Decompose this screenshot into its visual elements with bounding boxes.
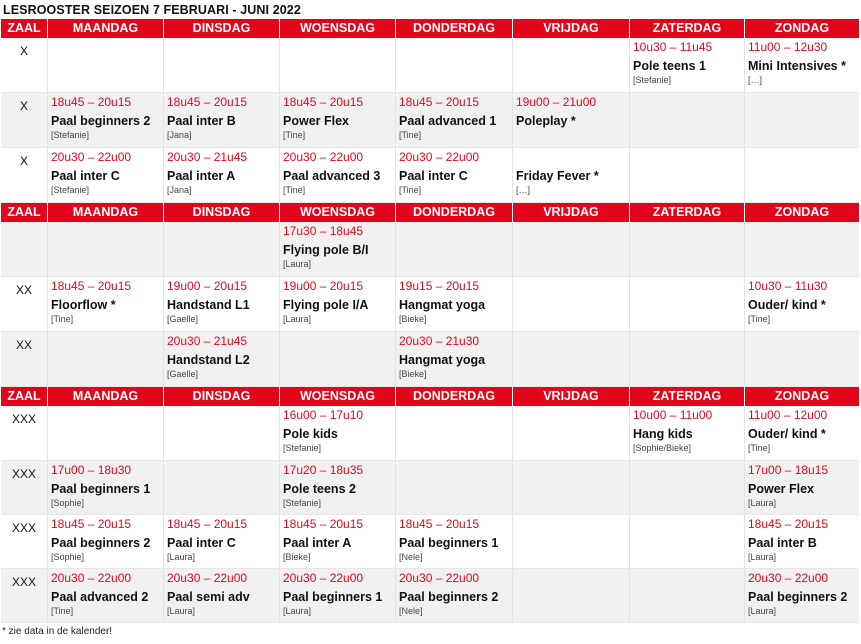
class-time: 20u30 – 22u00 [748,571,829,585]
class-time: 11u00 – 12u00 [748,408,828,422]
header-maandag: MAANDAG [48,387,164,406]
class-slot [396,569,513,622]
class-slot [164,569,280,622]
class-slot [630,38,745,92]
schedule-row [1,38,859,93]
class-teacher: [Laura] [167,606,196,616]
class-teacher: [Jana] [167,185,192,195]
class-teacher: [Tine] [51,314,74,324]
class-name: Hangmat yoga [399,353,486,367]
class-time: 11u00 – 12u30 [748,40,828,54]
empty-slot [630,332,745,386]
class-name: Power Flex [748,482,814,496]
class-time [516,150,629,165]
class-time: 18u45 – 20u15 [399,95,480,109]
schedule-row [1,332,859,387]
empty-slot [745,93,859,147]
schedule-row [1,406,859,461]
class-teacher: [Gaelle] [167,369,199,379]
zaal-label: X [1,38,48,92]
empty-slot [48,332,164,386]
empty-slot [745,222,859,276]
class-slot [513,93,630,147]
empty-slot [48,406,164,460]
class-time: 19u00 – 20u15 [283,279,364,293]
empty-slot [630,277,745,331]
class-name: Hangmat yoga [399,298,486,312]
class-time: 17u00 – 18u30 [51,463,132,477]
class-name: Paal inter A [283,536,352,550]
class-time: 20u30 – 22u00 [51,150,132,164]
class-name: Paal inter C [399,169,468,183]
class-name: Hang kids [633,427,693,441]
class-name: Paal inter A [167,169,236,183]
header-row [1,387,859,406]
class-teacher: [Tine] [283,130,306,140]
class-time: 20u30 – 21u30 [399,334,480,348]
header-woensdag: WOENSDAG [280,387,396,406]
class-slot [164,277,280,331]
class-slot [48,277,164,331]
class-time: 19u15 – 20u15 [399,279,480,293]
class-teacher: [Sophie] [51,498,85,508]
class-teacher: [Laura] [748,498,777,508]
class-name: Ouder/ kind * [748,427,826,441]
class-name: Handstand L1 [167,298,250,312]
empty-slot [48,38,164,92]
header-donderdag: DONDERDAG [396,203,513,222]
empty-slot [280,38,396,92]
class-time: 20u30 – 22u00 [399,571,480,585]
class-name: Flying pole B/I [283,243,369,257]
class-time: 19u00 – 20u15 [167,279,248,293]
class-time: 16u00 – 17u10 [283,408,364,422]
class-name: Paal advanced 3 [283,169,381,183]
schedule-block [1,19,859,203]
class-slot [164,515,280,568]
empty-slot [513,515,630,568]
class-teacher: [Laura] [167,552,196,562]
empty-slot [513,569,630,622]
class-teacher: [Laura] [283,606,312,616]
schedule-row [1,277,859,332]
schedule-row [1,148,859,203]
class-time: 20u30 – 21u45 [167,150,248,164]
class-slot [48,515,164,568]
class-slot [396,515,513,568]
class-name: Power Flex [283,114,349,128]
class-name: Paal inter B [167,114,236,128]
header-dinsdag: DINSDAG [164,203,280,222]
class-slot [280,222,396,276]
class-time: 18u45 – 20u15 [51,95,132,109]
class-time: 20u30 – 22u00 [283,150,364,164]
class-name: Paal beginners 2 [51,114,151,128]
footnote: * zie data in de kalender! [2,626,113,637]
class-name: Paal beginners 2 [748,590,848,604]
empty-slot [630,569,745,622]
schedule-block [1,387,859,623]
header-woensdag: WOENSDAG [280,203,396,222]
schedule-row [1,515,859,569]
header-zondag: ZONDAG [774,21,830,35]
class-name: Pole kids [283,427,338,441]
class-slot [164,148,280,202]
empty-slot [630,461,745,514]
empty-slot [513,38,630,92]
class-teacher: […] [516,185,531,195]
class-teacher: [Tine] [283,185,306,195]
empty-slot [396,222,513,276]
class-time: 18u45 – 20u15 [283,95,364,109]
zaal-label: XXX [1,515,48,568]
class-teacher: [Nele] [399,552,423,562]
header-vrijdag: VRIJDAG [513,387,630,406]
header-dinsdag: DINSDAG [164,19,280,38]
empty-slot [630,222,745,276]
class-slot [745,461,859,514]
empty-slot [630,148,745,202]
class-slot [280,406,396,460]
class-name: Floorflow * [51,298,116,312]
class-name: Paal beginners 1 [51,482,151,496]
class-name: Paal semi adv [167,590,250,604]
class-name: Paal inter C [167,536,236,550]
empty-slot [164,38,280,92]
class-teacher: [Tine] [51,606,74,616]
class-slot [396,148,513,202]
zaal-label: XXX [1,461,48,514]
class-slot [396,332,513,386]
class-slot [48,569,164,622]
class-name: Friday Fever * [516,169,599,183]
class-name: Ouder/ kind * [748,298,826,312]
class-teacher: […] [748,75,763,85]
class-teacher: [Stefanie] [633,75,672,85]
header-zaterdag: ZATERDAG [630,19,745,38]
empty-slot [396,406,513,460]
header-donderdag: DONDERDAG [396,387,513,406]
class-slot [396,277,513,331]
class-time: 20u30 – 22u00 [283,571,364,585]
class-slot [164,93,280,147]
class-time: 20u30 – 22u00 [51,571,132,585]
class-slot [48,148,164,202]
class-name: Paal beginners 1 [399,536,499,550]
class-teacher: [Stefanie] [51,130,90,140]
class-teacher: [Bieke] [283,552,311,562]
class-time: 20u30 – 22u00 [399,150,480,164]
class-name: Paal advanced 2 [51,590,149,604]
class-teacher: [Stefanie] [283,498,322,508]
class-name: Paal beginners 2 [399,590,499,604]
empty-slot [164,461,280,514]
header-zaterdag: ZATERDAG [630,387,745,406]
header-maandag: MAANDAG [48,203,164,222]
empty-slot [396,461,513,514]
header-dinsdag: DINSDAG [164,387,280,406]
class-time: 18u45 – 20u15 [51,279,132,293]
class-teacher: [Stefanie] [283,443,322,453]
zaal-label [1,222,48,276]
empty-slot [164,406,280,460]
class-teacher: [Bieke] [399,369,427,379]
header-vrijdag: VRIJDAG [513,203,630,222]
empty-slot [745,332,859,386]
empty-slot [745,148,859,202]
class-name: Paal inter B [748,536,817,550]
empty-slot [48,222,164,276]
class-slot [630,406,745,460]
empty-slot [630,93,745,147]
class-time: 18u45 – 20u15 [748,517,829,531]
class-teacher: [Tine] [748,443,771,453]
class-time: 18u45 – 20u15 [51,517,132,531]
class-name: Poleplay * [516,114,576,128]
class-slot [280,148,396,202]
zaal-label: X [1,93,48,147]
class-time: 18u45 – 20u15 [167,517,248,531]
class-teacher: [Tine] [399,185,422,195]
class-teacher: [Laura] [283,259,312,269]
header-zondag: ZONDAG [774,205,830,219]
class-slot [48,93,164,147]
class-name: Pole teens 2 [283,482,356,496]
class-teacher: [Tine] [399,130,422,140]
class-name: Handstand L2 [167,353,250,367]
schedule-block [1,203,859,387]
class-name: Mini Intensives * [748,59,846,73]
empty-slot [513,461,630,514]
class-time: 18u45 – 20u15 [399,517,480,531]
header-zondag: ZONDAG [774,389,830,403]
schedule-row [1,569,859,623]
class-name: Paal beginners 1 [283,590,383,604]
class-teacher: [Tine] [748,314,771,324]
schedule-row [1,93,859,148]
class-time: 19u00 – 21u00 [516,95,597,109]
schedule-row [1,461,859,515]
header-maandag: MAANDAG [48,19,164,38]
class-teacher: [Laura] [748,552,777,562]
class-slot [745,515,859,568]
class-time: 18u45 – 20u15 [283,517,364,531]
class-time: 10u00 – 11u00 [633,408,713,422]
class-name: Pole teens 1 [633,59,706,73]
class-slot [164,332,280,386]
class-time: 10u30 – 11u30 [748,279,828,293]
class-name: Flying pole I/A [283,298,369,312]
zaal-label: XXX [1,406,48,460]
empty-slot [513,277,630,331]
schedule-table [1,19,859,623]
class-teacher: [Laura] [283,314,312,324]
class-name: Paal advanced 1 [399,114,497,128]
class-slot [280,515,396,568]
class-slot [396,93,513,147]
header-zaterdag: ZATERDAG [630,203,745,222]
empty-slot [513,222,630,276]
class-teacher: [Sophie] [51,552,85,562]
empty-slot [513,406,630,460]
page-title: LESROOSTER SEIZOEN 7 FEBRUARI - JUNI 2022 [3,3,301,17]
class-name: Paal inter C [51,169,120,183]
class-slot [280,93,396,147]
class-slot [280,461,396,514]
empty-slot [396,38,513,92]
class-slot [745,569,859,622]
empty-slot [280,332,396,386]
header-zaal: ZAAL [1,19,48,38]
empty-slot [630,515,745,568]
zaal-label: XXX [1,569,48,622]
class-slot [745,406,859,460]
class-teacher: [Bieke] [399,314,427,324]
zaal-label: X [1,148,48,202]
class-teacher: [Gaelle] [167,314,199,324]
class-teacher: [Jana] [167,130,192,140]
class-teacher: [Nele] [399,606,423,616]
class-teacher: [Sophie/Bieke] [633,443,692,453]
class-slot [513,148,630,202]
class-teacher: [Stefanie] [51,185,90,195]
class-time: 17u00 – 18u15 [748,463,829,477]
class-slot [745,38,859,92]
class-slot [280,569,396,622]
header-zaal: ZAAL [1,387,48,406]
header-woensdag: WOENSDAG [280,19,396,38]
schedule-row [1,222,859,277]
class-time: 18u45 – 20u15 [167,95,248,109]
class-time: 10u30 – 11u45 [633,40,713,54]
class-time: 17u30 – 18u45 [283,224,364,238]
class-time: 20u30 – 22u00 [167,571,248,585]
empty-slot [164,222,280,276]
class-name: Paal beginners 2 [51,536,151,550]
header-row [1,19,859,38]
class-time: 17u20 – 18u35 [283,463,364,477]
class-time: 20u30 – 21u45 [167,334,248,348]
header-zaal: ZAAL [1,203,48,222]
class-slot [280,277,396,331]
class-slot [745,277,859,331]
class-teacher: [Laura] [748,606,777,616]
zaal-label: XX [1,277,48,331]
header-donderdag: DONDERDAG [396,19,513,38]
empty-slot [513,332,630,386]
class-slot [48,461,164,514]
header-row [1,203,859,222]
zaal-label: XX [1,332,48,386]
header-vrijdag: VRIJDAG [513,19,630,38]
